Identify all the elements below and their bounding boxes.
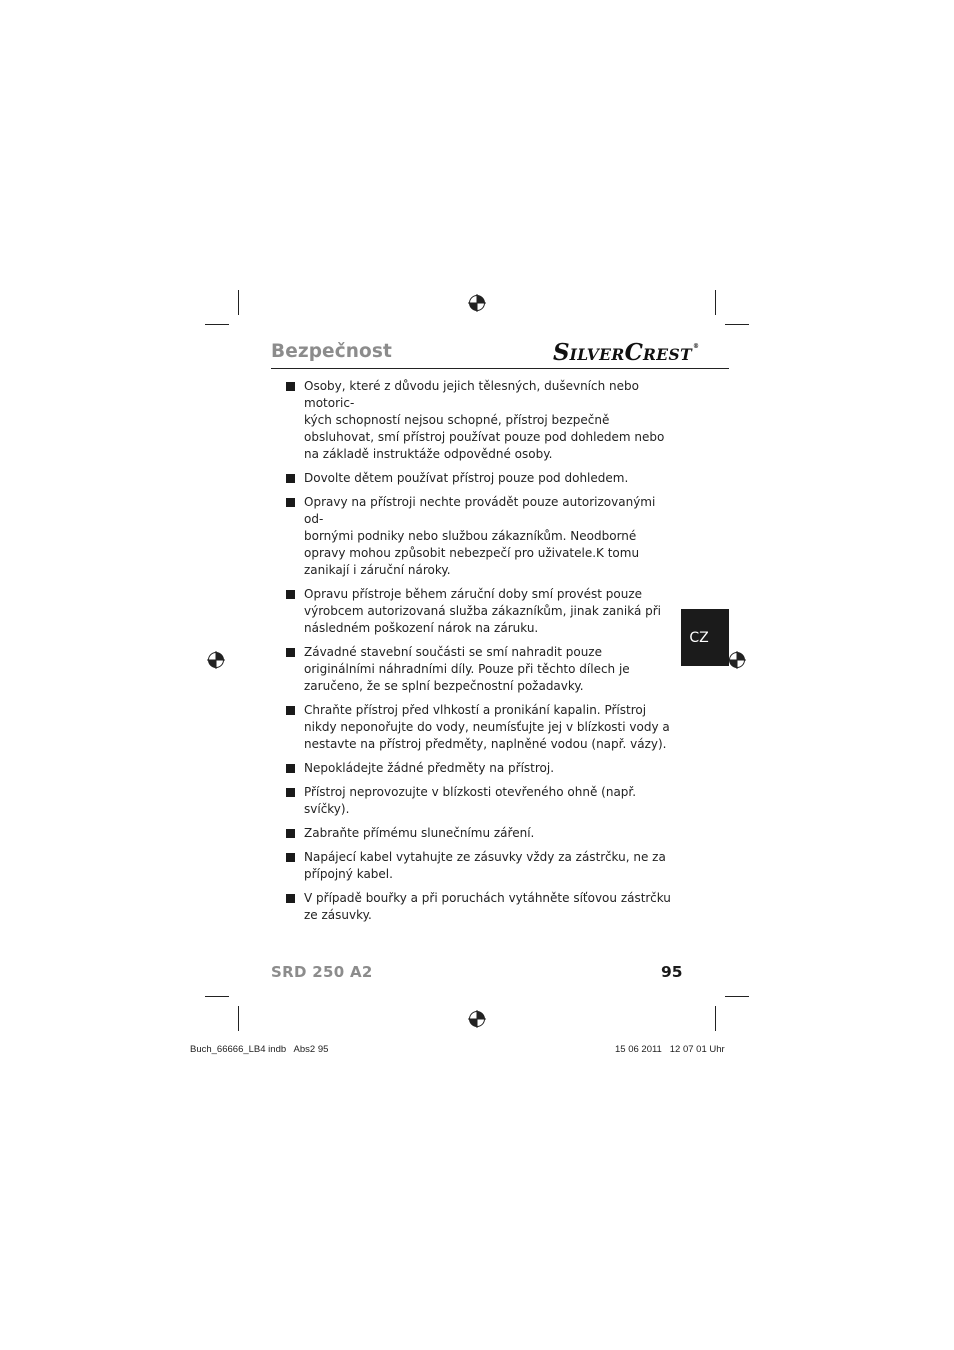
brand-logo-part: C <box>624 339 643 366</box>
list-item-text: Opravy na přístroji nechte provádět pouze autorizovanými od- bornými podniky nebo službou zákazníkům. Neodborné opravy mohou způsobit nebezpečí pro uživatele.K tomu zanikají i záruční nároky. <box>304 495 656 577</box>
bullet-square-icon <box>286 853 295 862</box>
list-item-text: V případě bouřky a při poruchách vytáhněte síťovou zástrčku ze zásuvky. <box>304 891 671 922</box>
model-number: SRD 250 A2 <box>271 963 373 981</box>
registered-trademark: ® <box>693 343 700 350</box>
bullet-square-icon <box>286 382 295 391</box>
registration-mark-icon <box>468 1010 486 1028</box>
page-title: Bezpečnost <box>271 341 392 362</box>
list-item <box>286 494 676 579</box>
bullet-square-icon <box>286 706 295 715</box>
page-number: 95 <box>661 963 683 981</box>
safety-instructions-list <box>286 378 676 931</box>
list-item <box>286 378 676 463</box>
bullet-square-icon <box>286 590 295 599</box>
list-item <box>286 849 676 883</box>
list-item-text: Osoby, které z důvodu jejich tělesných, duševních nebo motoric- kých schopností nejsou schopné, přístroj bezpečně obsluhovat, smí přístroj používat pouze pod dohledem nebo na základě instruktáže odpovědné osoby. <box>304 379 665 461</box>
crop-mark-bottom-left-vertical <box>238 1006 239 1031</box>
crop-mark-top-right-vertical <box>715 290 716 315</box>
list-item-text: Chraňte přístroj před vlhkostí a pronikání kapalin. Přístroj nikdy neponořujte do vody, neumísťujte jej v blízkosti vody a nestavte na přístroj předměty, naplněné vodou (např. vázy). <box>304 703 670 751</box>
print-slug-date: 15 06 2011 12 07 01 Uhr <box>615 1044 725 1055</box>
bullet-square-icon <box>286 829 295 838</box>
brand-logo <box>553 339 699 366</box>
list-item-text: Závadné stavební součásti se smí nahradit pouze originálními náhradními díly. Pouze při těchto dílech je zaručeno, že se splní bezpečnostní požadavky. <box>304 645 630 693</box>
crop-mark-top-left-vertical <box>238 290 239 315</box>
brand-logo-part: ILVER <box>569 345 625 364</box>
list-item <box>286 586 676 637</box>
bullet-square-icon <box>286 894 295 903</box>
crop-mark-top-left-horizontal <box>205 324 229 325</box>
header-rule <box>271 368 729 369</box>
list-item-text: Zabraňte přímému slunečnímu záření. <box>304 826 535 840</box>
registration-mark-icon <box>728 651 746 669</box>
bullet-square-icon <box>286 648 295 657</box>
list-item <box>286 784 676 818</box>
list-item-text: Dovolte dětem používat přístroj pouze pod dohledem. <box>304 471 629 485</box>
crop-mark-top-right-horizontal <box>725 324 749 325</box>
list-item-text: Opravu přístroje během záruční doby smí provést pouze výrobcem autorizovaná služba zákazníkům, jinak zaniká při následném poškození nárok na záruku. <box>304 587 661 635</box>
language-tab: CZ <box>681 609 729 666</box>
list-item <box>286 702 676 753</box>
brand-logo-part: S <box>553 339 570 366</box>
list-item <box>286 890 676 924</box>
bullet-square-icon <box>286 498 295 507</box>
registration-mark-icon <box>207 651 225 669</box>
list-item <box>286 470 676 487</box>
list-item <box>286 644 676 695</box>
list-item <box>286 825 676 842</box>
crop-mark-bottom-right-vertical <box>715 1006 716 1031</box>
brand-logo-part: REST <box>642 345 693 364</box>
bullet-square-icon <box>286 474 295 483</box>
list-item-text: Nepokládejte žádné předměty na přístroj. <box>304 761 555 775</box>
crop-mark-bottom-left-horizontal <box>205 996 229 997</box>
print-slug-file: Buch_66666_LB4 indb Abs2 95 <box>190 1044 329 1055</box>
list-item <box>286 760 676 777</box>
bullet-square-icon <box>286 788 295 797</box>
list-item-text: Přístroj neprovozujte v blízkosti otevřeného ohně (např. svíčky). <box>304 785 637 816</box>
bullet-square-icon <box>286 764 295 773</box>
registration-mark-icon <box>468 294 486 312</box>
crop-mark-bottom-right-horizontal <box>725 996 749 997</box>
list-item-text: Napájecí kabel vytahujte ze zásuvky vždy za zástrčku, ne za přípojný kabel. <box>304 850 666 881</box>
